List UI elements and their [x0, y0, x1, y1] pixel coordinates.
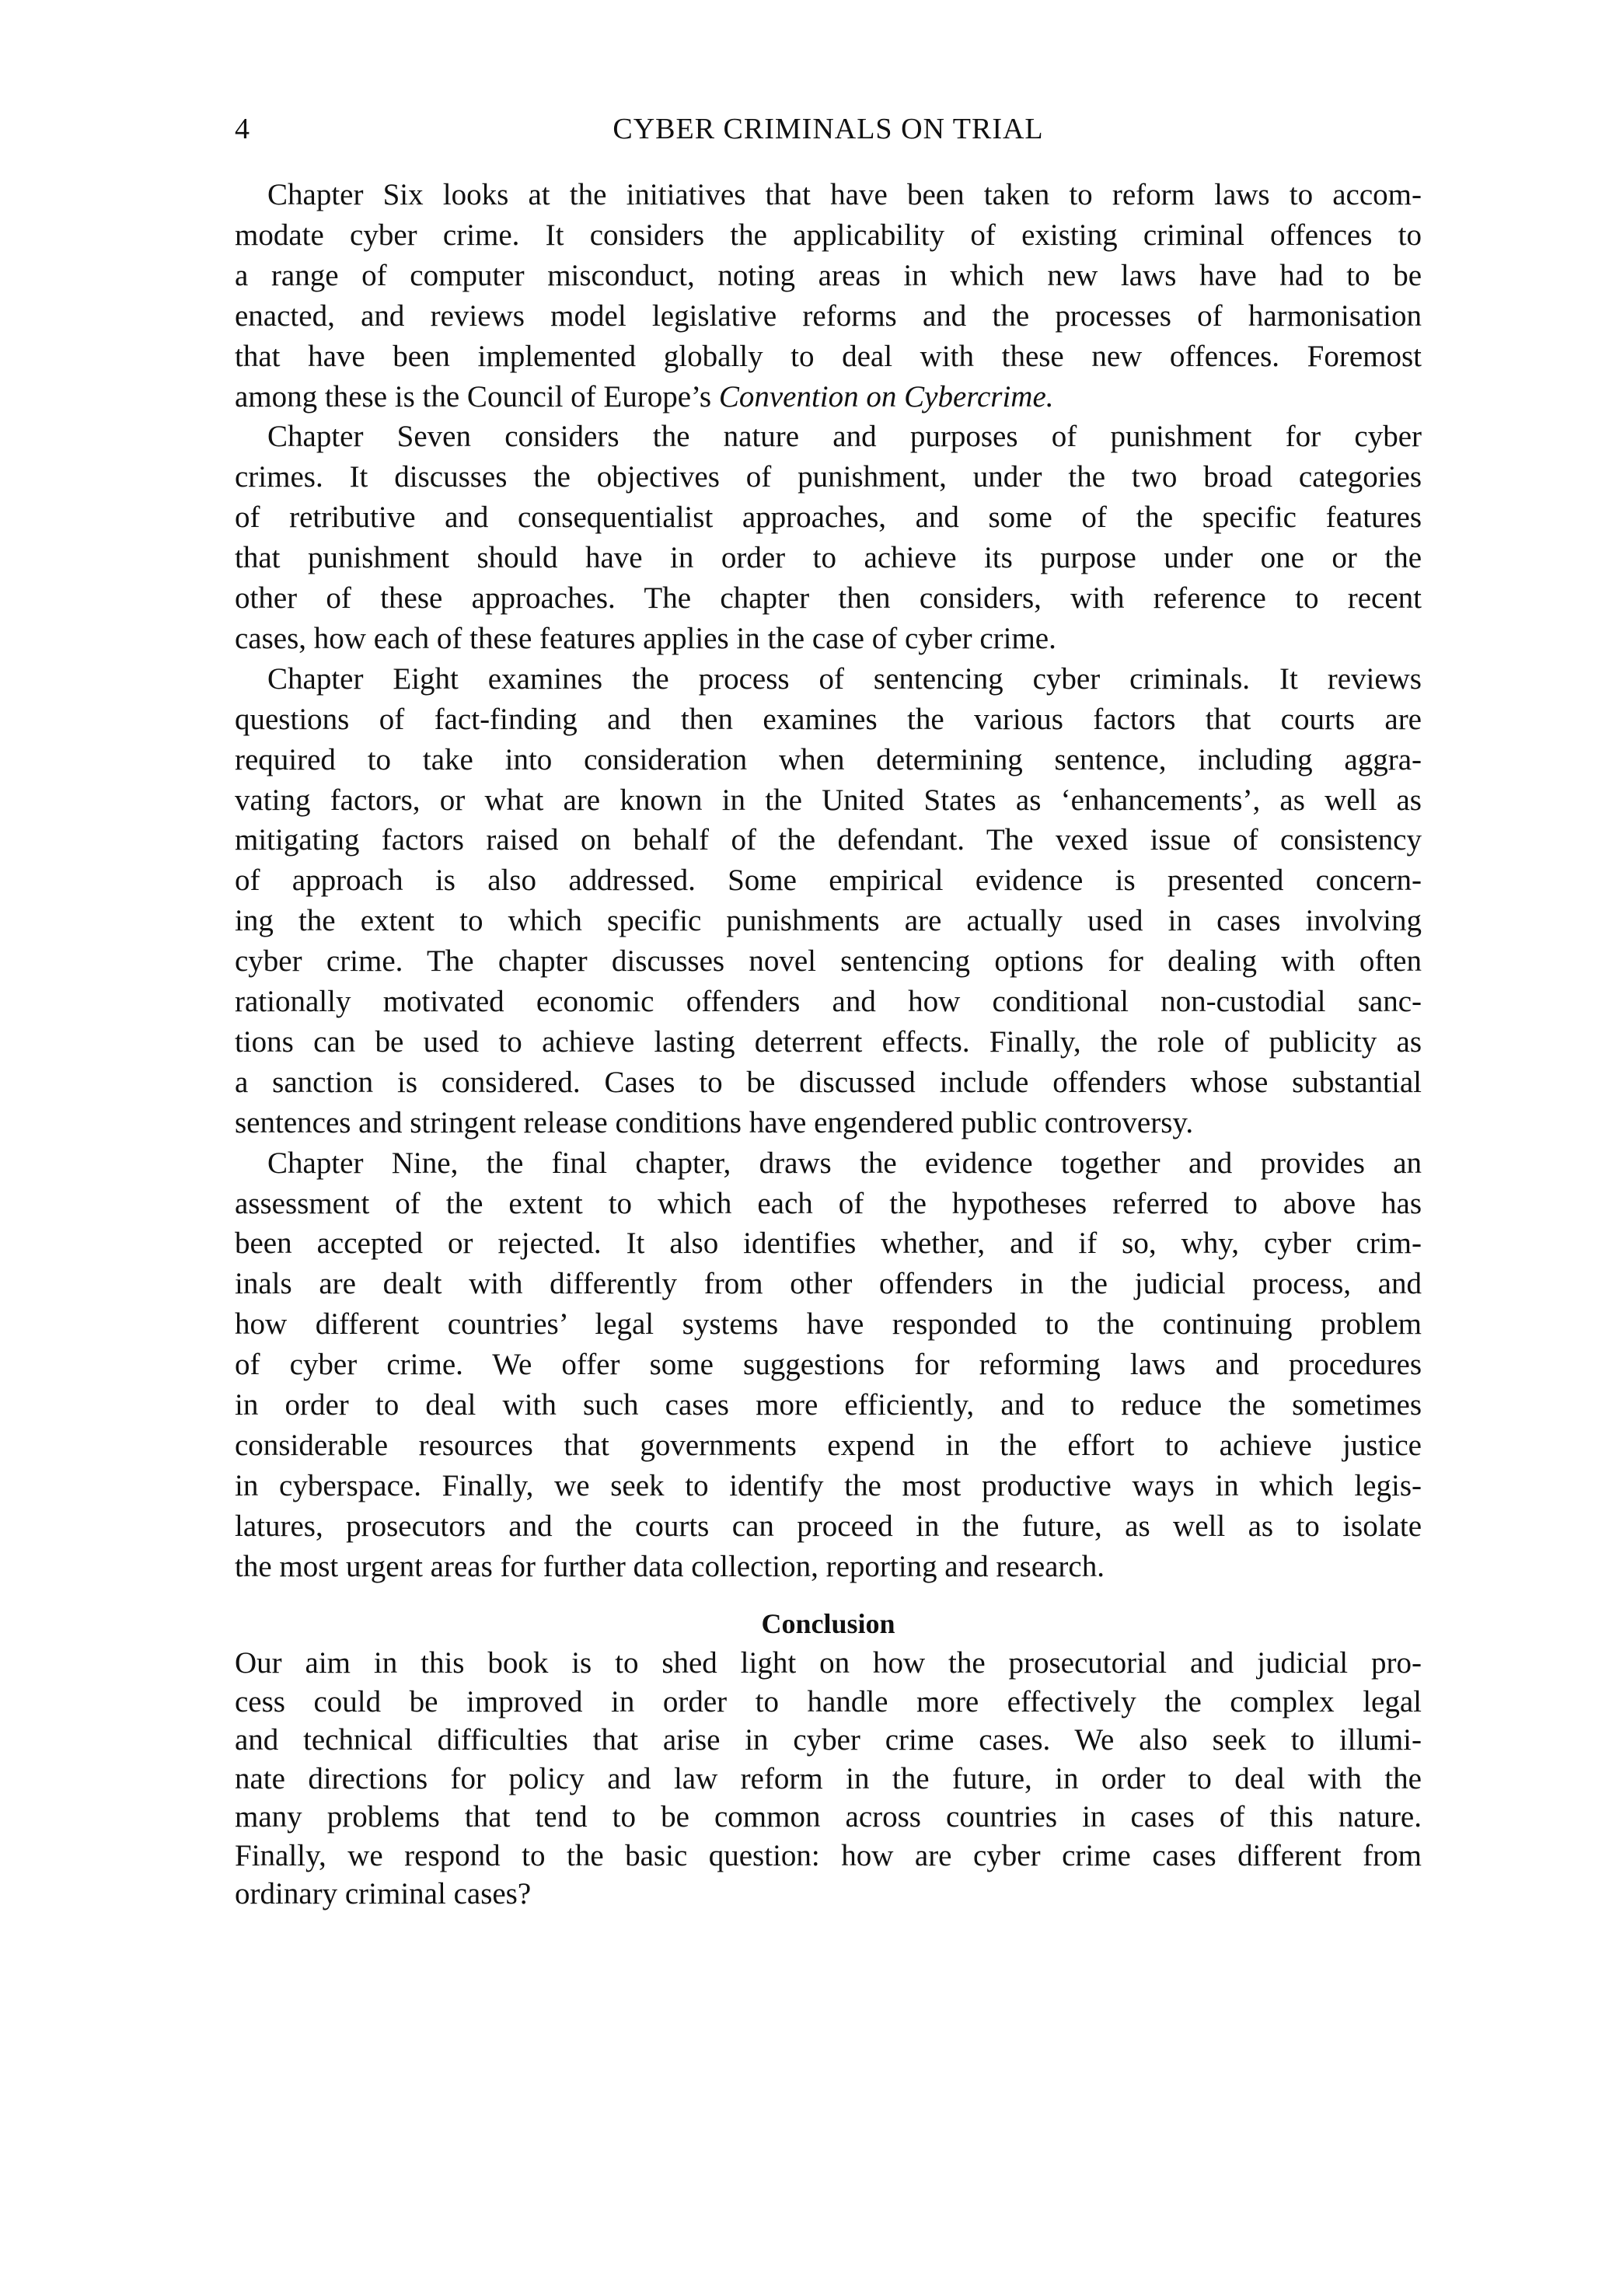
text-line: cess could be improved in order to handle more effectively the complex legal — [235, 1684, 1422, 1719]
text-line: that have been implemented globally to deal with these new offences. Foremost — [235, 339, 1422, 373]
text-line: that punishment should have in order to achieve its purpose under one or the — [235, 541, 1422, 575]
text-line: Our aim in this book is to shed light on how the prosecutorial and judicial pro- — [235, 1646, 1422, 1680]
text-line: crimes. It discusses the objectives of punishment, under the two broad categories — [235, 460, 1422, 494]
text-line: modate cyber crime. It considers the applicability of existing criminal offences to — [235, 218, 1422, 252]
text-line: of cyber crime. We offer some suggestions for reforming laws and procedures — [235, 1348, 1422, 1382]
text-line: in order to deal with such cases more efficiently, and to reduce the sometimes — [235, 1388, 1422, 1422]
text-line: ordinary criminal cases? — [235, 1877, 532, 1910]
text-line: latures, prosecutors and the courts can proceed in the future, as well as to isolate — [235, 1509, 1422, 1543]
text-line: cyber crime. The chapter discusses novel sentencing options for dealing with often — [235, 944, 1422, 979]
text-line: in cyberspace. Finally, we seek to identify the most productive ways in which legis- — [235, 1468, 1422, 1502]
text-line: assessment of the extent to which each of the hypotheses referred to above has — [235, 1186, 1422, 1220]
text-line: other of these approaches. The chapter then considers, with reference to recent — [235, 581, 1422, 615]
text-line: sentences and stringent release conditions have engendered public controversy. — [235, 1105, 1194, 1139]
text-line: nate directions for policy and law reform in the future, in order to deal with the — [235, 1761, 1422, 1795]
text-line: of approach is also addressed. Some empirical evidence is presented concern- — [235, 864, 1422, 898]
text-line: rationally motivated economic offenders and how conditional non-custodial sanc- — [235, 985, 1422, 1018]
text-line: Finally, we respond to the basic question: how are cyber crime cases different from — [235, 1838, 1422, 1872]
text-line: how different countries’ legal systems have responded to the continuing problem — [235, 1307, 1422, 1342]
running-title: CYBER CRIMINALS ON TRIAL — [613, 113, 1044, 145]
text-line: Chapter Six looks at the initiatives that have been taken to reform laws to accom- — [267, 178, 1422, 211]
text-line: Chapter Eight examines the process of sentencing cyber criminals. It reviews — [267, 661, 1422, 696]
text-line: a range of computer misconduct, noting areas in which new laws have had to be — [235, 258, 1422, 292]
text-line: a sanction is considered. Cases to be discussed include offenders whose substantial — [235, 1065, 1422, 1099]
page-number: 4 — [235, 113, 250, 145]
text-line: questions of fact-finding and then examines the various factors that courts are — [235, 702, 1422, 736]
text-line — [235, 377, 1422, 417]
italic-title: Convention on Cybercrime. — [718, 379, 1054, 413]
text-line: and technical difficulties that arise in cyber crime cases. We also seek to illumi- — [235, 1723, 1422, 1757]
text-line: of retributive and consequentialist approaches, and some of the specific features — [235, 501, 1422, 535]
text-line: Chapter Nine, the final chapter, draws the evidence together and provides an — [267, 1146, 1422, 1180]
text-line: tions can be used to achieve lasting deterrent effects. Finally, the role of publicity as — [235, 1024, 1422, 1059]
text-line: been accepted or rejected. It also identifies whether, and if so, why, cyber crim- — [235, 1227, 1422, 1261]
text-segment: among these is the Council of Europe’s — [235, 379, 719, 413]
text-line: ing the extent to which specific punishments are actually used in cases involving — [235, 904, 1422, 938]
text-line: Chapter Seven considers the nature and purposes of punishment for cyber — [267, 420, 1422, 454]
text-line: the most urgent areas for further data collection, reporting and research. — [235, 1549, 1105, 1583]
text-line: vating factors, or what are known in the United States as ‘enhancements’, as well as — [235, 783, 1422, 817]
text-line: enacted, and reviews model legislative reforms and the processes of harmonisation — [235, 298, 1422, 333]
section-heading-conclusion: Conclusion — [761, 1608, 895, 1639]
text-line: mitigating factors raised on behalf of the defendant. The vexed issue of consistency — [235, 823, 1422, 857]
text-line: required to take into consideration when determining sentence, including aggra- — [235, 742, 1422, 776]
text-line: cases, how each of these features applies in the case of cyber crime. — [235, 621, 1056, 655]
text-line: many problems that tend to be common across countries in cases of this nature. — [235, 1800, 1422, 1834]
text-line: considerable resources that governments expend in the effort to achieve justice — [235, 1428, 1422, 1462]
text-line: inals are dealt with differently from other offenders in the judicial process, and — [235, 1267, 1422, 1301]
